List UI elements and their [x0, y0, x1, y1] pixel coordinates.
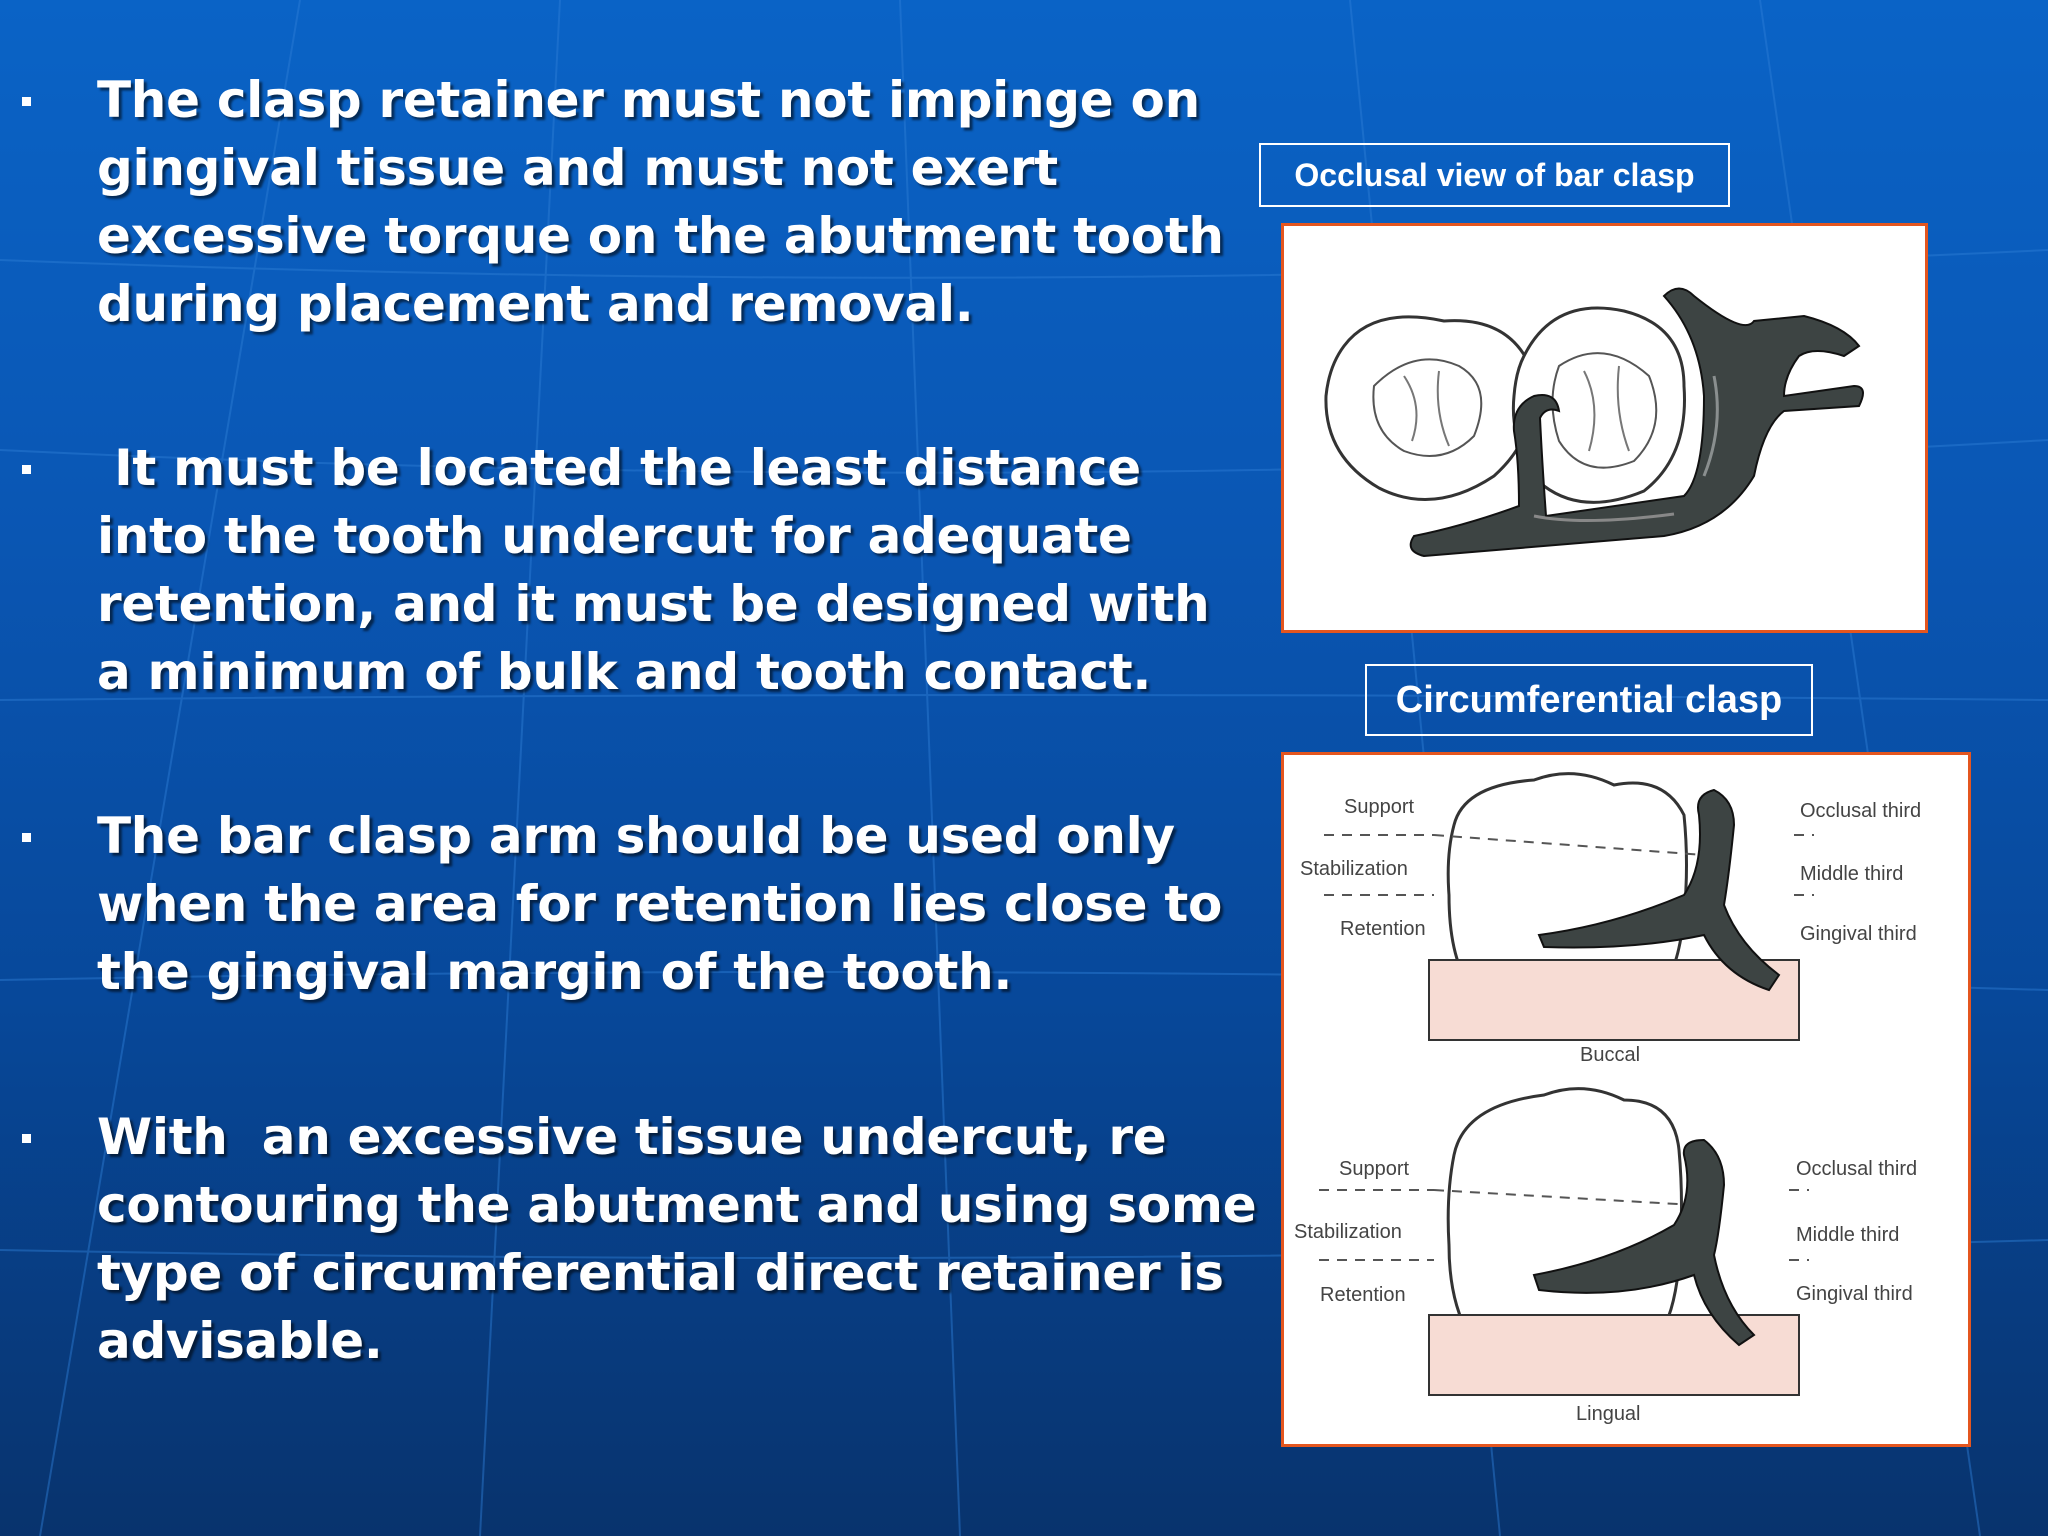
- bullet-square-icon: [22, 833, 31, 842]
- bar-clasp-figure: [1281, 223, 1928, 633]
- lingual-right-label: Middle third: [1796, 1224, 1900, 1246]
- buccal-left-label: Support: [1344, 796, 1415, 818]
- lingual-left-label: Retention: [1320, 1284, 1406, 1306]
- bullet-square-icon: [22, 465, 31, 474]
- bullet-text: The clasp retainer must not impinge on gingival tissue and must not exert excessive torque on the abutment tooth during placement and removal.: [97, 71, 1241, 333]
- bullet-square-icon: [22, 97, 31, 106]
- buccal-left-label: Retention: [1340, 918, 1426, 940]
- buccal-right-label: Gingival third: [1800, 923, 1917, 945]
- buccal-view: [1300, 774, 1921, 1066]
- circumferential-clasp-figure: [1281, 752, 1971, 1447]
- bullet-square-icon: [22, 1134, 31, 1143]
- circumferential-clasp-caption: Circumferential clasp: [1365, 664, 1813, 736]
- bullet-text: The bar clasp arm should be used only when the area for retention lies close to the gingival margin of the tooth.: [97, 807, 1240, 1001]
- lingual-left-label: Support: [1339, 1158, 1410, 1180]
- buccal-view-label: Buccal: [1580, 1044, 1641, 1066]
- lingual-view-label: Lingual: [1576, 1403, 1641, 1425]
- lingual-right-label: Occlusal third: [1796, 1158, 1918, 1180]
- bullet-text: It must be located the least distance into the tooth undercut for adequate retention, and it must be designed with a minimum of bulk and tooth contact.: [97, 439, 1227, 701]
- buccal-right-label: Occlusal third: [1800, 800, 1922, 822]
- buccal-right-label: Middle third: [1800, 863, 1904, 885]
- lingual-view: [1294, 1089, 1917, 1425]
- bar-clasp-caption: Occlusal view of bar clasp: [1259, 143, 1730, 207]
- bullet-text: With an excessive tissue undercut, re contouring the abutment and using some type of circumferential direct retainer is advisable.: [97, 1108, 1274, 1370]
- lingual-right-label: Gingival third: [1796, 1283, 1913, 1305]
- lingual-left-label: Stabilization: [1294, 1221, 1402, 1243]
- bar-clasp-illustration: [1284, 226, 1925, 630]
- buccal-left-label: Stabilization: [1300, 858, 1408, 880]
- circumferential-clasp-illustration: [1284, 755, 1968, 1444]
